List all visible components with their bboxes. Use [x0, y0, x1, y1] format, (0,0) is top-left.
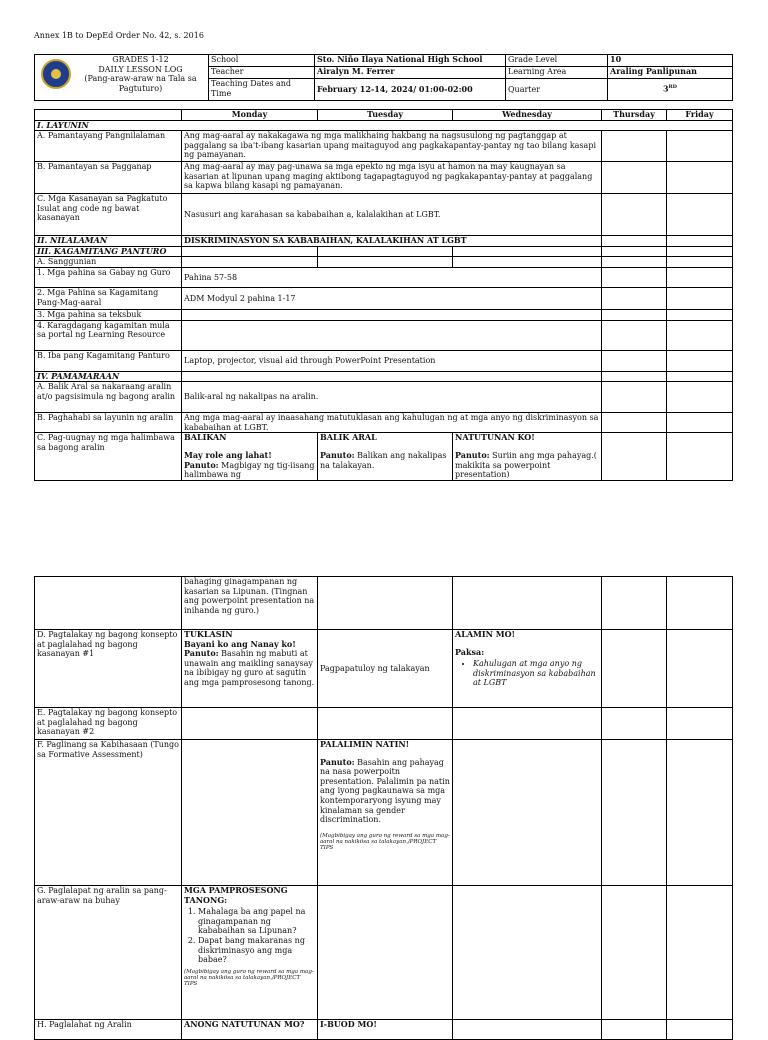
- paglinang-tuesday: PALALIMIN NATIN! Panuto: Basahin ang pahayag na nasa powerpoitn presentation. Palalimin pa natin ang iyong pagkaunawa sa mga kontemporaryong isyung may kinalaman sa gender discrimination. (Magbibigay ang guro ng reward sa mga mag-aaral na nakikiisa sa talakayan./PROJECT TIPS: [318, 740, 453, 886]
- row-label-sanggunian: A. Sanggunian: [35, 257, 182, 268]
- row-label-kagamitan-mag-aaral: 2. Mga Pahina sa Kagamitang Pang-Mag-aaral: [35, 287, 182, 309]
- row-text-c: Nasusuri ang karahasan sa kababaihan a, kalalakihan at LGBT.: [182, 194, 602, 236]
- row-label-iba-pang: B. Iba pang Kagamitang Panturo: [35, 350, 182, 371]
- paglalahat-tuesday: I-BUOD MO!: [318, 1020, 453, 1040]
- school-value: Sto. Niño Ilaya National High School: [315, 55, 506, 67]
- deped-seal-logo: [41, 59, 71, 89]
- row-label-teksbuk: 3. Mga pahina sa teksbuk: [35, 309, 182, 320]
- area-label: Learning Area: [506, 67, 608, 79]
- row-label-gabay: 1. Mga pahina sa Gabay ng Guro: [35, 267, 182, 287]
- day-thursday: Thursday: [602, 110, 667, 121]
- row-label-karagdagang: 4. Karagdagang kagamitan mula sa portal ng Learning Resource: [35, 320, 182, 350]
- teacher-label: Teacher: [209, 67, 315, 79]
- section-layunin: I. LAYUNIN: [37, 120, 89, 130]
- row-label-c: C. Mga Kasanayan sa Pagkatuto Isulat ang code ng bawat kasanayan: [35, 194, 182, 236]
- dates-label: Teaching Dates and Time: [209, 79, 315, 101]
- row-label-b: B. Pamantayan sa Pagganap: [35, 162, 182, 194]
- annex-reference: Annex 1B to DepEd Order No. 42, s. 2016: [34, 31, 204, 40]
- question-1: 1. Mahalaga ba ang papel na ginagampanan ng kababaihan sa Lipunan?: [198, 907, 315, 936]
- pag-uugnay-tuesday: BALIK ARAL Panuto: Balikan ang nakalipas na talakayan.: [318, 433, 453, 480]
- row-label-paglalapat: G. Paglalapat ng aralin sa pang-araw-araw na buhay: [35, 886, 182, 1020]
- day-wednesday: Wednesday: [453, 110, 602, 121]
- row-label-pagtalakay-1: D. Pagtalakay ng bagong konsepto at paglalahad ng bagong kasanayan #1: [35, 630, 182, 708]
- header-title-block: [35, 55, 209, 101]
- section-nilalaman: II. NILALAMAN: [37, 235, 108, 246]
- day-monday: Monday: [182, 110, 318, 121]
- section-pamamaraan: IV. PAMAMARAAN: [37, 371, 120, 381]
- continued-monday-text: bahaging ginagampanan ng kasarian sa Lipunan. (Tingnan ang powerpoint presentation na inihanda ng guro.): [182, 577, 318, 630]
- day-tuesday: Tuesday: [318, 110, 453, 121]
- paglalapat-monday: MGA PAMPROSESONG TANONG: 1. Mahalaga ba ang papel na ginagampanan ng kababaihan sa Lipunan? 2. Dapat bang makaranas ng diskriminasyo ang mga babae? (Magbibigay ang guro ng reward sa mga mag-aaral na nakikiisa sa talakayan./PROJECT TIPS: [182, 886, 318, 1020]
- dates-value: February 12-14, 2024/ 01:00-02:00: [315, 79, 506, 101]
- row-text-kagamitan-mag-aaral: ADM Modyul 2 pahina 1-17: [182, 287, 602, 309]
- row-text-b: Ang mag-aaral ay may pag-unawa sa mga epekto ng mga isyu at hamon na may kaugnayan sa kasarian at lipunan upang maging aktibong tagapagtaguyod ng pagkakapantay-pantay at paggalang sa kapwa bilang kasapi ng pamayanan.: [182, 162, 602, 194]
- grade-value: 10: [608, 55, 733, 67]
- quarter-label: Quarter: [506, 79, 608, 101]
- row-label-pag-uugnay: C. Pag-uugnay ng mga halimbawa sa bagong aralin: [35, 433, 182, 480]
- row-text-balik-aral: Balik-aral ng nakalipas na aralin.: [182, 382, 602, 413]
- day-friday: Friday: [667, 110, 733, 121]
- header-title-1: GRADES 1-12: [112, 55, 169, 64]
- pag-uugnay-wednesday: NATUTUNAN KO! Panuto: Suriin ang mga pahayag.( makikita sa powerpoint presentation): [453, 433, 602, 480]
- header-title-3: (Pang-araw-araw na Tala sa Pagtuturo): [84, 74, 197, 93]
- row-text-a: Ang mag-aaral ay nakakagawa ng mga malikhaing hakbang na nagsusulong ng pagtanggap at paggalang sa iba't-ibang kasarian upang maitaguyod ang pagkakapantay-pantay ng tao bilang kasapi ng pamayanan.: [182, 131, 602, 162]
- pag-uugnay-monday: BALIKAN May role ang lahat! Panuto: Magbigay ng tig-iisang halimbawa ng: [182, 433, 318, 480]
- row-text-paghahabi: Ang mga mag-aaral ay inaasahang matutuklasan ang kahulugan ng at mga anyo ng diskriminasyon sa kababaihan at LGBT.: [182, 413, 602, 433]
- row-label-pagtalakay-2: E. Pagtalakay ng bagong konsepto at paglalahad ng bagong kasanayan #2: [35, 708, 182, 740]
- row-label-paglinang: F. Paglinang sa Kabihasaan (Tungo sa Formative Assessment): [35, 740, 182, 886]
- pagtalakay-1-monday: TUKLASIN Bayani ko ang Nanay ko! Panuto: Basahin ng mabuti at unawain ang maikling sanaysay na ibibigay ng guro at sagutin ang mga pamprosesong tanong.: [182, 630, 318, 708]
- row-label-paghahabi: B. Paghahabi sa layunin ng aralin: [35, 413, 182, 433]
- grade-label: Grade Level: [506, 55, 608, 67]
- teacher-value: Airalyn M. Ferrer: [315, 67, 506, 79]
- area-value: Araling Panlipunan: [608, 67, 733, 79]
- question-2: 2. Dapat bang makaranas ng diskriminasyo ang mga babae?: [198, 936, 315, 965]
- row-label-paglalahat: H. Paglalahat ng Aralin: [35, 1020, 182, 1040]
- header-title-2: DAILY LESSON LOG: [98, 64, 183, 74]
- nilalaman-text: DISKRIMINASYON SA KABABAIHAN, KALALAKIHAN AT LGBT: [182, 236, 602, 247]
- row-label-balik-aral: A. Balik Aral sa nakaraang aralin at/o pagsisimula ng bagong aralin: [35, 382, 182, 413]
- quarter-value: 3RD: [608, 79, 733, 101]
- pagtalakay-1-wednesday: ALAMIN MO! Paksa: • Kahulugan at mga anyo ng diskriminasyon sa kababaihan at LGBT: [453, 630, 602, 708]
- lesson-table-page-1: [34, 109, 733, 481]
- pagtalakay-1-tuesday: Pagpapatuloy ng talakayan: [318, 630, 453, 708]
- row-label-a: A. Pamantayang Pangnilalaman: [35, 131, 182, 162]
- header-table: [34, 54, 733, 101]
- school-label: School: [209, 55, 315, 67]
- paglalahat-monday: ANONG NATUTUNAN MO?: [182, 1020, 318, 1040]
- row-text-iba-pang: Laptop, projector, visual aid through PowerPoint Presentation: [182, 350, 602, 371]
- section-kagamitan: III. KAGAMITANG PANTURO: [37, 246, 167, 256]
- lesson-table-page-2: [34, 576, 733, 1040]
- row-text-gabay: Pahina 57-58: [182, 267, 602, 287]
